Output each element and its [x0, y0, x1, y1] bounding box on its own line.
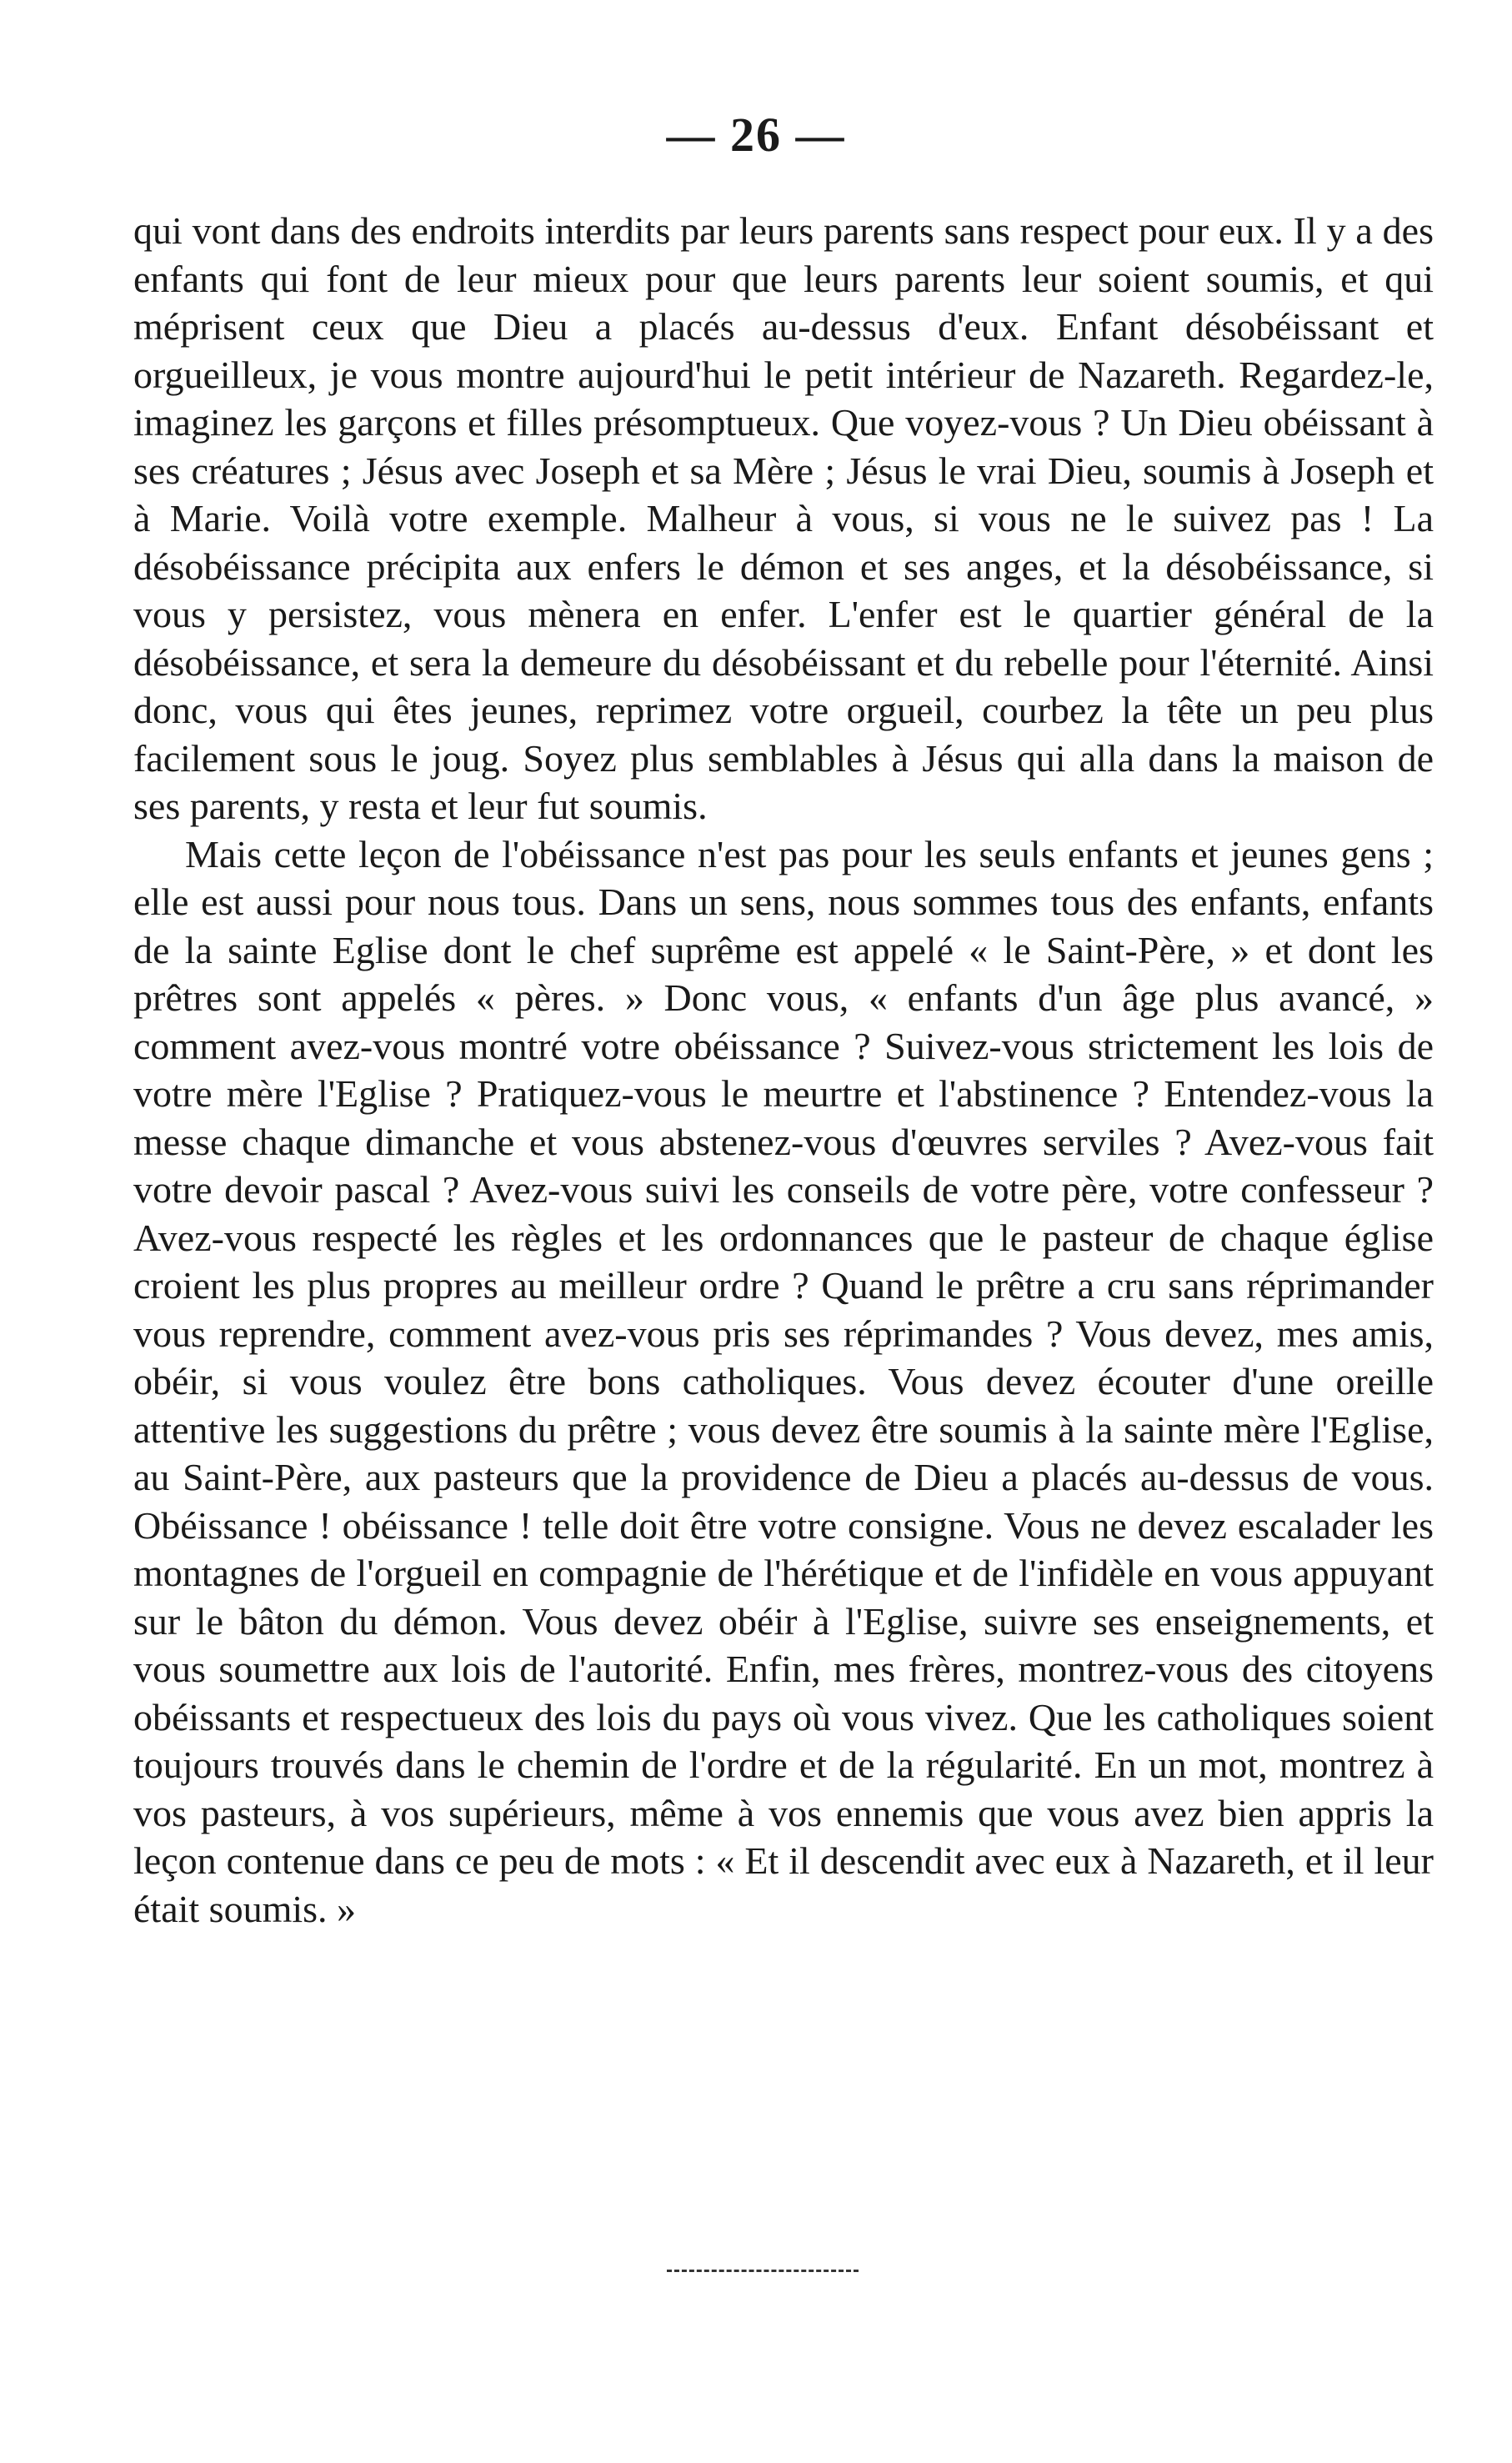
page-number: — 26 — — [666, 108, 846, 162]
paragraph: qui vont dans des endroits interdits par leurs parents sans respect pour eux. Il y a des enfants qui font de leur mieux pour que leurs parents leur soient soumis, et qui méprisent ceux que Dieu a placés au-dessus d'eux. Enfant désobéissant et orgueilleux, je vous montre aujourd'hui le petit intérieur de Nazareth. Regardez-le, imaginez les garçons et filles présomptueux. Que voyez-vous ? Un Dieu obéissant à ses créatures ; Jésus avec Joseph et sa Mère ; Jésus le vrai Dieu, soumis à Joseph et à Marie. Voilà votre exemple. Malheur à vous, si vous ne le suivez pas ! La désobéissance précipita aux enfers le démon et ses anges, et la désobéissance, si vous y persistez, vous mènera en enfer. L'enfer est le quartier général de la désobéissance, et sera la demeure du désobéissant et du rebelle pour l'éternité. Ainsi donc, vous qui êtes jeunes, reprimez votre orgueil, courbez la tête un peu plus facilement sous le joug. Soyez plus semblables à Jésus qui alla dans la maison de ses parents, y resta et leur fut soumis. — [133, 209, 1434, 827]
paragraph: Mais cette leçon de l'obéissance n'est pas pour les seuls enfants et jeunes gens ; elle est aussi pour nous tous. Dans un sens, nous sommes tous des enfants, enfants de la sainte Eglise dont le chef suprême est appelé « le Saint-Père, » et dont les prêtres sont appelés « pères. » Donc vous, « enfants d'un âge plus avancé, » comment avez-vous montré votre obéissance ? Suivez-vous strictement les lois de votre mère l'Eglise ? Pratiquez-vous le meurtre et l'abstinence ? Entendez-vous la messe chaque dimanche et vous abstenez-vous d'œuvres serviles ? Avez-vous fait votre devoir pascal ? Avez-vous suivi les conseils de votre père, votre confesseur ? Avez-vous respecté les règles et les ordonnances que le pasteur de chaque église croient les plus propres au meilleur ordre ? Quand le prêtre a cru sans réprimander vous reprendre, comment avez-vous pris ses réprimandes ? Vous devez, mes amis, obéir, si vous voulez être bons catholiques. Vous devez écouter d'une oreille attentive les suggestions du prêtre ; vous devez être soumis à la sainte mère l'Eglise, au Saint-Père, aux pasteurs que la providence de Dieu a placés au-dessus de vous. Obéissance ! obéissance ! telle doit être votre consigne. Vous ne devez escalader les montagnes de l'orgueil en compagnie de l'hérétique et de l'infidèle en vous appuyant sur le bâton du démon. Vous devez obéir à l'Eglise, suivre ses enseignements, et vous soumettre aux lois de l'autorité. Enfin, mes frères, montrez-vous des citoyens obéissants et respectueux des lois du pays où vous vivez. Que les catholiques soient toujours trouvés dans le chemin de l'ordre et de la régularité. En un mot, montrez à vos pasteurs, à vos supérieurs, même à vos ennemis que vous avez bien appris la leçon contenue dans ce peu de mots : « Et il descendit avec eux à Nazareth, et il leur était soumis. » — [133, 832, 1434, 1930]
footer-divider — [667, 2270, 859, 2272]
page-body — [133, 207, 1434, 1933]
